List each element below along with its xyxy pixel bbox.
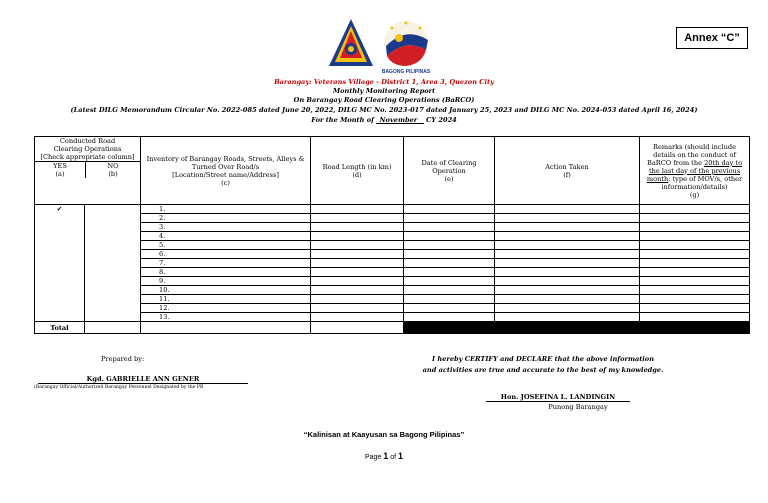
date-cell: [404, 214, 495, 223]
header-road-length: Road Length (in km) (d): [311, 137, 404, 205]
month-line: For the Month of _November__ CY 2024: [311, 116, 457, 124]
yes-cell: [35, 304, 85, 313]
inventory-cell: 9.: [141, 277, 311, 286]
total-length: [311, 322, 404, 334]
length-cell: [311, 214, 404, 223]
action-cell: [495, 214, 640, 223]
inventory-cell: 1.: [141, 205, 311, 214]
prepared-designation: (Barangay Official/Authorized Barangay Personnel Designated by the PB: [34, 385, 204, 390]
logo-caption: BAGONG PILIPINAS: [381, 69, 431, 75]
yes-cell: [35, 241, 85, 250]
length-cell: [311, 241, 404, 250]
total-no: [85, 322, 141, 334]
length-cell: [311, 286, 404, 295]
action-cell: [495, 250, 640, 259]
date-cell: [404, 286, 495, 295]
action-cell: [495, 286, 640, 295]
action-cell: [495, 232, 640, 241]
table-row: [35, 250, 750, 259]
remarks-cell: [640, 250, 750, 259]
prepared-name: Kgd. GABRIELLE ANN GENER: [38, 375, 248, 384]
action-cell: [495, 205, 640, 214]
total-blackout: [404, 322, 750, 334]
no-cell: [85, 223, 141, 232]
table-row: [35, 286, 750, 295]
inventory-cell: 10.: [141, 286, 311, 295]
no-cell: [85, 214, 141, 223]
certify-line-1: I hereby CERTIFY and DECLARE that the above information: [432, 355, 654, 363]
no-cell: [85, 313, 141, 322]
date-cell: [404, 268, 495, 277]
inventory-cell: 4.: [141, 232, 311, 241]
certify-name: Hon. JOSEFINA L. LANDINGIN: [486, 393, 630, 402]
remarks-cell: [640, 214, 750, 223]
date-cell: [404, 295, 495, 304]
remarks-cell: [640, 286, 750, 295]
certify-position: Punong Barangay: [548, 403, 608, 411]
table-row: [35, 313, 750, 322]
action-cell: [495, 277, 640, 286]
yes-cell: [35, 313, 85, 322]
table-row: [35, 295, 750, 304]
action-cell: [495, 304, 640, 313]
inventory-cell: 3.: [141, 223, 311, 232]
yes-cell: [35, 223, 85, 232]
inventory-cell: 11.: [141, 295, 311, 304]
date-cell: [404, 259, 495, 268]
date-cell: [404, 223, 495, 232]
report-title: Monthly Monitoring Report: [332, 87, 436, 95]
logos: [326, 16, 436, 78]
action-cell: [495, 223, 640, 232]
remarks-cell: [640, 295, 750, 304]
remarks-cell: [640, 277, 750, 286]
length-cell: [311, 268, 404, 277]
certify-line-2: and activities are true and accurate to the best of my knowledge.: [422, 366, 664, 374]
table-row: [35, 223, 750, 232]
bagong-pilipinas-logo-icon: [384, 21, 428, 66]
yes-cell: [35, 268, 85, 277]
header-conducted: Conducted Road Clearing Operations [Check appropriate column] YES (a) NO (b): [35, 137, 141, 205]
date-cell: [404, 241, 495, 250]
remarks-cell: [640, 232, 750, 241]
table-row: [35, 304, 750, 313]
inventory-cell: 8.: [141, 268, 311, 277]
remarks-cell: [640, 223, 750, 232]
header-remarks: Remarks (should include details on the conduct of BaRCO from the 20th day to the last day of the previous month; type of MOV/s, other information/details) (g): [640, 137, 750, 205]
table-row: [35, 214, 750, 223]
remarks-cell: [640, 268, 750, 277]
no-cell: [85, 250, 141, 259]
table-row: [35, 268, 750, 277]
prepared-label: Prepared by:: [101, 355, 145, 363]
remarks-cell: [640, 304, 750, 313]
action-cell: [495, 241, 640, 250]
total-inventory: [141, 322, 311, 334]
inventory-cell: 7.: [141, 259, 311, 268]
motto: “Kalinisan at Kaayusan sa Bagong Pilipinas”: [303, 430, 465, 439]
inventory-cell: 13.: [141, 313, 311, 322]
yes-cell: [35, 295, 85, 304]
table-row: [35, 232, 750, 241]
date-cell: [404, 250, 495, 259]
date-cell: [404, 304, 495, 313]
no-cell: [85, 277, 141, 286]
annex-label: Annex “C”: [676, 27, 748, 49]
yes-cell: [35, 250, 85, 259]
no-cell: [85, 295, 141, 304]
length-cell: [311, 223, 404, 232]
date-cell: [404, 205, 495, 214]
table-row: [35, 277, 750, 286]
inventory-cell: 6.: [141, 250, 311, 259]
yes-cell: [35, 286, 85, 295]
no-cell: [85, 241, 141, 250]
action-cell: [495, 268, 640, 277]
header-action: Action Taken (f): [495, 137, 640, 205]
circulars-line: (Latest DILG Memorandum Circular No. 2022-085 dated June 20, 2022, DILG MC No. 2023-017 dated January 25, 2023 and DILG MC No. 2024-053 dated April 16, 2024): [70, 106, 698, 114]
action-cell: [495, 313, 640, 322]
month-value: November: [379, 116, 418, 124]
yes-cell: [35, 259, 85, 268]
length-cell: [311, 295, 404, 304]
header-inventory: Inventory of Barangay Roads, Streets, Alleys & Turned Over Road/s [Location/Street name/Address] (c): [141, 137, 311, 205]
date-cell: [404, 313, 495, 322]
length-cell: [311, 304, 404, 313]
yes-cell: [35, 277, 85, 286]
action-cell: [495, 295, 640, 304]
table-row: [35, 241, 750, 250]
yes-cell: [35, 232, 85, 241]
length-cell: [311, 250, 404, 259]
length-cell: [311, 232, 404, 241]
table-row: [35, 205, 750, 214]
no-cell: [85, 232, 141, 241]
no-cell: [85, 259, 141, 268]
total-label: Total: [35, 322, 85, 334]
length-cell: [311, 259, 404, 268]
header-yes: YES: [53, 162, 67, 170]
header-date: Date of Clearing Operation (e): [404, 137, 495, 205]
table-row: [35, 259, 750, 268]
length-cell: [311, 313, 404, 322]
remarks-cell: [640, 205, 750, 214]
action-cell: [495, 259, 640, 268]
no-cell: [85, 268, 141, 277]
date-cell: [404, 277, 495, 286]
date-cell: [404, 232, 495, 241]
monitoring-table: [34, 136, 750, 334]
length-cell: [311, 205, 404, 214]
report-subtitle: On Barangay Road Clearing Operations (BaRCO): [293, 96, 475, 104]
remarks-cell: [640, 259, 750, 268]
inventory-cell: 12.: [141, 304, 311, 313]
header-no: NO: [107, 162, 119, 170]
inventory-cell: 5.: [141, 241, 311, 250]
no-cell: [85, 304, 141, 313]
no-cell: [85, 205, 141, 214]
length-cell: [311, 277, 404, 286]
yes-cell: [35, 214, 85, 223]
no-cell: [85, 286, 141, 295]
barangay-line: Barangay: Veterans Village - District 1, Area 3, Quezon City: [274, 78, 494, 86]
inventory-cell: 2.: [141, 214, 311, 223]
remarks-cell: [640, 241, 750, 250]
remarks-cell: [640, 313, 750, 322]
yes-cell: ✔: [35, 205, 85, 214]
page-indicator: Page 1 of 1: [364, 451, 404, 461]
